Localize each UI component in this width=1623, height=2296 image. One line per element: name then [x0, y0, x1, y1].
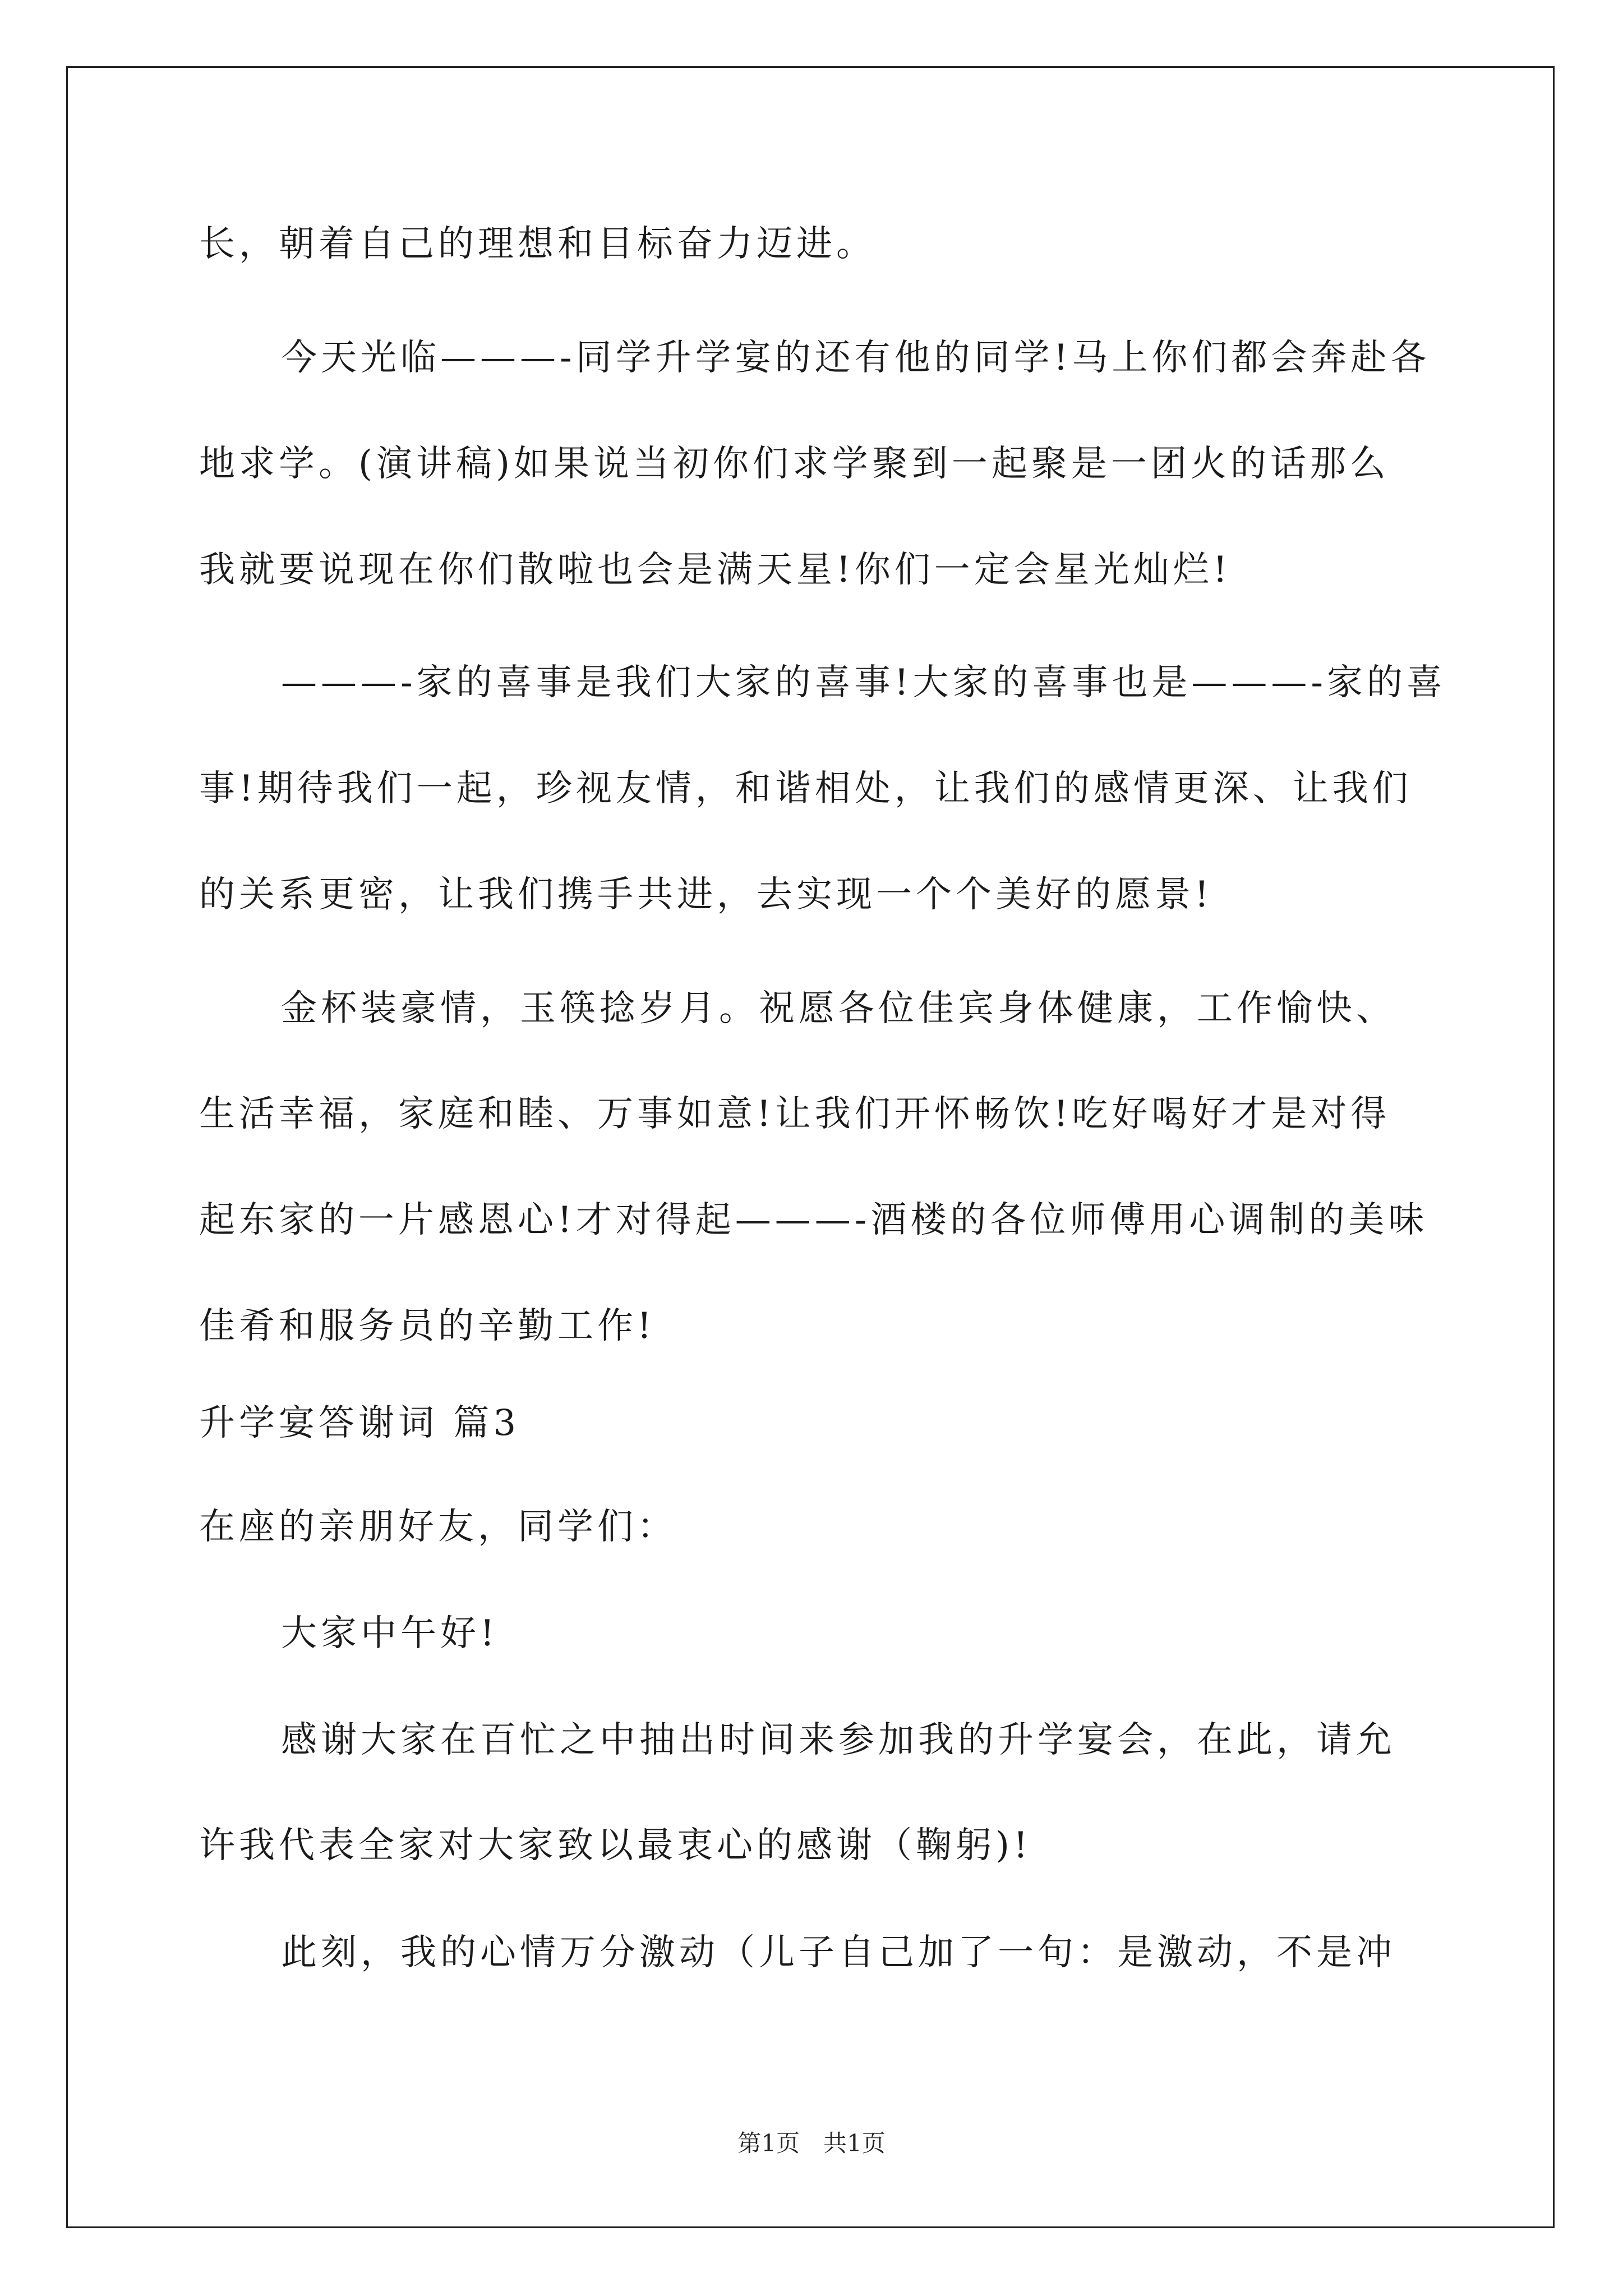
paragraph-line: 许我代表全家对大家致以最衷心的感谢（鞠躬)! — [199, 1825, 1032, 1866]
paragraph-line: 今天光临———-同学升学宴的还有他的同学!马上你们都会奔赴各 — [281, 337, 1431, 379]
paragraph-line: 佳肴和服务员的辛勤工作! — [199, 1305, 656, 1347]
paragraph-line: 长，朝着自己的理想和目标奋力迈进。 — [199, 223, 876, 265]
section-heading: 升学宴答谢词 篇3 — [199, 1402, 520, 1444]
salutation-line: 在座的亲朋好友，同学们： — [199, 1506, 677, 1548]
paragraph-line: 生活幸福，家庭和睦、万事如意!让我们开怀畅饮!吃好喝好才是对得 — [199, 1093, 1391, 1135]
paragraph-line: 此刻，我的心情万分激动（儿子自己加了一句：是激动，不是冲 — [281, 1932, 1396, 1973]
paragraph-line: 事!期待我们一起，珍视友情，和谐相处，让我们的感情更深、让我们 — [199, 768, 1412, 809]
page-number-footer: 第1页 共1页 — [737, 2129, 886, 2157]
paragraph-line: 感谢大家在百忙之中抽出时间来参加我的升学宴会，在此，请允 — [281, 1719, 1396, 1761]
page-border — [66, 66, 1555, 2228]
paragraph-line: 我就要说现在你们散啦也会是满天星!你们一定会星光灿烂! — [199, 549, 1232, 591]
paragraph-line: 的关系更密，让我们携手共进，去实现一个个美好的愿景! — [199, 874, 1213, 915]
paragraph-line: ———-家的喜事是我们大家的喜事!大家的喜事也是———-家的喜 — [281, 662, 1446, 703]
greeting-line: 大家中午好! — [281, 1613, 499, 1654]
paragraph-line: 金杯装豪情，玉筷捻岁月。祝愿各位佳宾身体健康，工作愉快、 — [281, 988, 1396, 1029]
paragraph-line: 起东家的一片感恩心!才对得起———-酒楼的各位师傅用心调制的美味 — [199, 1199, 1428, 1241]
paragraph-line: 地求学。(演讲稿)如果说当初你们求学聚到一起聚是一团火的话那么 — [199, 443, 1390, 485]
